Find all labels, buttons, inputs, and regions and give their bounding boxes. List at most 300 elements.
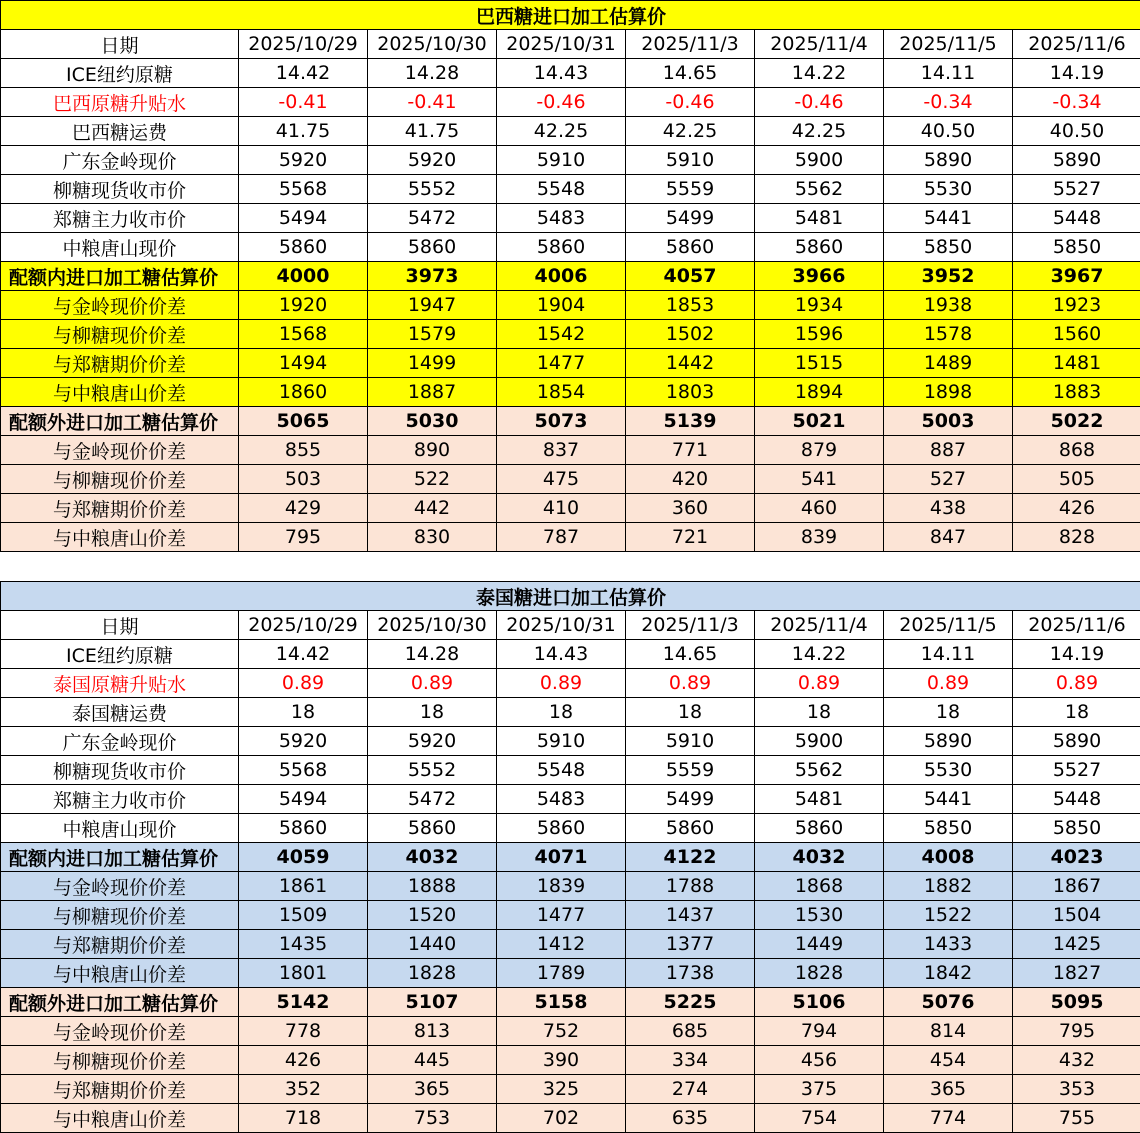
- row-label: 广东金岭现价: [1, 146, 239, 175]
- table-cell: 5890: [1013, 727, 1140, 756]
- table-cell: 5499: [626, 204, 755, 233]
- table-cell: 1887: [368, 378, 497, 407]
- table-cell: 360: [626, 494, 755, 523]
- table-cell: 1433: [884, 930, 1013, 959]
- table-cell: 721: [626, 523, 755, 552]
- row-label: 与郑糖期价价差: [1, 1075, 239, 1104]
- row-label: 与金岭现价价差: [1, 436, 239, 465]
- table-row: [1, 175, 1140, 204]
- table-cell: 456: [755, 1046, 884, 1075]
- date-header: 日期: [1, 611, 239, 640]
- table-cell: 3952: [884, 262, 1013, 291]
- table-cell: 352: [239, 1075, 368, 1104]
- table-cell: 1842: [884, 959, 1013, 988]
- table-cell: 14.43: [497, 640, 626, 669]
- table-cell: 0.89: [755, 669, 884, 698]
- table-cell: 426: [1013, 494, 1140, 523]
- table-cell: 771: [626, 436, 755, 465]
- table-cell: 795: [1013, 1017, 1140, 1046]
- table-cell: 5910: [626, 727, 755, 756]
- table-title-row: [1, 1, 1140, 30]
- table-cell: 1920: [239, 291, 368, 320]
- table-cell: 5920: [239, 727, 368, 756]
- table-row: [1, 988, 1140, 1017]
- date-column-header: 2025/11/4: [755, 30, 884, 59]
- table-cell: 1530: [755, 901, 884, 930]
- date-header: 日期: [1, 30, 239, 59]
- table-cell: 4122: [626, 843, 755, 872]
- table-cell: 1449: [755, 930, 884, 959]
- table-row: [1, 698, 1140, 727]
- table-cell: 5076: [884, 988, 1013, 1017]
- table-cell: 794: [755, 1017, 884, 1046]
- table-cell: 5860: [497, 814, 626, 843]
- table-cell: -0.46: [755, 88, 884, 117]
- table-cell: 1938: [884, 291, 1013, 320]
- table-row: [1, 930, 1140, 959]
- table-cell: 14.42: [239, 59, 368, 88]
- table-cell: 5890: [1013, 146, 1140, 175]
- table-cell: 14.28: [368, 640, 497, 669]
- row-label: 配额外进口加工糖估算价: [1, 407, 239, 436]
- table-cell: 5472: [368, 785, 497, 814]
- table-cell: 334: [626, 1046, 755, 1075]
- table-cell: 5158: [497, 988, 626, 1017]
- table-cell: 14.28: [368, 59, 497, 88]
- table-cell: 5920: [239, 146, 368, 175]
- date-column-header: 2025/11/6: [1013, 30, 1140, 59]
- table-cell: 1560: [1013, 320, 1140, 349]
- date-column-header: 2025/10/29: [239, 611, 368, 640]
- table-cell: 755: [1013, 1104, 1140, 1133]
- table-cell: 1522: [884, 901, 1013, 930]
- table-cell: 5481: [755, 204, 884, 233]
- table-cell: 5860: [755, 233, 884, 262]
- row-label: 配额内进口加工糖估算价: [1, 262, 239, 291]
- table-cell: 14.42: [239, 640, 368, 669]
- table-cell: -0.34: [884, 88, 1013, 117]
- row-label: 与郑糖期价价差: [1, 930, 239, 959]
- table-cell: 5890: [884, 146, 1013, 175]
- table-cell: 1923: [1013, 291, 1140, 320]
- table-cell: -0.46: [626, 88, 755, 117]
- table-cell: 887: [884, 436, 1013, 465]
- table-cell: 5022: [1013, 407, 1140, 436]
- table-row: [1, 1017, 1140, 1046]
- table-cell: 505: [1013, 465, 1140, 494]
- table-row: [1, 291, 1140, 320]
- table-cell: 1579: [368, 320, 497, 349]
- table-cell: 454: [884, 1046, 1013, 1075]
- table-title-row: [1, 582, 1140, 611]
- table-cell: 325: [497, 1075, 626, 1104]
- row-label: 泰国原糖升贴水: [1, 669, 239, 698]
- table-cell: 5860: [497, 233, 626, 262]
- table-cell: 635: [626, 1104, 755, 1133]
- table-cell: 5562: [755, 175, 884, 204]
- table-cell: 375: [755, 1075, 884, 1104]
- table-cell: 14.22: [755, 640, 884, 669]
- table-cell: 18: [239, 698, 368, 727]
- table-cell: 1894: [755, 378, 884, 407]
- table-cell: 1477: [497, 349, 626, 378]
- date-column-header: 2025/10/31: [497, 611, 626, 640]
- table-cell: 1435: [239, 930, 368, 959]
- date-column-header: 2025/10/31: [497, 30, 626, 59]
- table-title: 巴西糖进口加工估算价: [1, 1, 1140, 30]
- table-cell: 5860: [368, 233, 497, 262]
- date-column-header: 2025/10/30: [368, 30, 497, 59]
- table-cell: 1828: [755, 959, 884, 988]
- table-cell: 5448: [1013, 204, 1140, 233]
- table-cell: 475: [497, 465, 626, 494]
- table-row: [1, 727, 1140, 756]
- table-row: [1, 378, 1140, 407]
- table-cell: 1477: [497, 901, 626, 930]
- table-row: [1, 88, 1140, 117]
- table-cell: 5910: [497, 727, 626, 756]
- table-cell: 1803: [626, 378, 755, 407]
- table-cell: 5548: [497, 756, 626, 785]
- table-cell: 1789: [497, 959, 626, 988]
- table-row: [1, 785, 1140, 814]
- table-row: [1, 494, 1140, 523]
- date-column-header: 2025/11/4: [755, 611, 884, 640]
- table-cell: 5073: [497, 407, 626, 436]
- table-row: [1, 117, 1140, 146]
- table-spacer: [0, 552, 1140, 581]
- date-column-header: 2025/11/3: [626, 30, 755, 59]
- brazil-sugar-table: [0, 0, 1140, 552]
- table-cell: 4006: [497, 262, 626, 291]
- table-cell: 432: [1013, 1046, 1140, 1075]
- table-cell: 1494: [239, 349, 368, 378]
- row-label: 泰国糖运费: [1, 698, 239, 727]
- table-row: [1, 59, 1140, 88]
- row-label: 郑糖主力收市价: [1, 204, 239, 233]
- table-cell: 390: [497, 1046, 626, 1075]
- row-label: 与郑糖期价价差: [1, 494, 239, 523]
- row-label: 与金岭现价价差: [1, 1017, 239, 1046]
- table-cell: 1437: [626, 901, 755, 930]
- table-cell: 41.75: [239, 117, 368, 146]
- table-cell: 774: [884, 1104, 1013, 1133]
- table-cell: 5527: [1013, 756, 1140, 785]
- table-cell: 5139: [626, 407, 755, 436]
- table-cell: 5559: [626, 175, 755, 204]
- table-cell: 1904: [497, 291, 626, 320]
- table-cell: 1515: [755, 349, 884, 378]
- table-cell: 14.65: [626, 59, 755, 88]
- table-row: [1, 523, 1140, 552]
- table-cell: 0.89: [1013, 669, 1140, 698]
- table-cell: 1425: [1013, 930, 1140, 959]
- row-label: 巴西糖运费: [1, 117, 239, 146]
- row-label: 配额外进口加工糖估算价: [1, 988, 239, 1017]
- row-label: 广东金岭现价: [1, 727, 239, 756]
- table-cell: 4000: [239, 262, 368, 291]
- table-cell: 787: [497, 523, 626, 552]
- table-cell: 0.89: [239, 669, 368, 698]
- table-cell: 754: [755, 1104, 884, 1133]
- table-cell: 3973: [368, 262, 497, 291]
- table-cell: 18: [1013, 698, 1140, 727]
- row-label: 与金岭现价价差: [1, 291, 239, 320]
- table-cell: 3966: [755, 262, 884, 291]
- table-cell: 5225: [626, 988, 755, 1017]
- table-cell: 42.25: [497, 117, 626, 146]
- row-label: 与柳糖现价价差: [1, 320, 239, 349]
- table-row: [1, 959, 1140, 988]
- table-cell: 5860: [239, 814, 368, 843]
- table-cell: 5568: [239, 175, 368, 204]
- table-cell: 718: [239, 1104, 368, 1133]
- table-cell: 837: [497, 436, 626, 465]
- table-cell: 1788: [626, 872, 755, 901]
- table-cell: 1504: [1013, 901, 1140, 930]
- table-cell: 5527: [1013, 175, 1140, 204]
- table-cell: 527: [884, 465, 1013, 494]
- table-cell: 365: [368, 1075, 497, 1104]
- table-cell: 0.89: [884, 669, 1013, 698]
- table-cell: 1499: [368, 349, 497, 378]
- table-cell: 1898: [884, 378, 1013, 407]
- table-row: [1, 349, 1140, 378]
- table-cell: 1801: [239, 959, 368, 988]
- table-cell: 5860: [626, 233, 755, 262]
- table-cell: 5850: [884, 814, 1013, 843]
- table-cell: 438: [884, 494, 1013, 523]
- table-cell: 1934: [755, 291, 884, 320]
- table-cell: 1828: [368, 959, 497, 988]
- table-row: [1, 901, 1140, 930]
- table-cell: 855: [239, 436, 368, 465]
- table-cell: 879: [755, 436, 884, 465]
- table-cell: 1854: [497, 378, 626, 407]
- table-cell: 830: [368, 523, 497, 552]
- table-cell: 5552: [368, 175, 497, 204]
- table-cell: 753: [368, 1104, 497, 1133]
- table-cell: 0.89: [497, 669, 626, 698]
- table-cell: 1489: [884, 349, 1013, 378]
- table-cell: 5910: [497, 146, 626, 175]
- table-cell: 1888: [368, 872, 497, 901]
- table-cell: 5021: [755, 407, 884, 436]
- table-cell: 1882: [884, 872, 1013, 901]
- table-cell: 5900: [755, 146, 884, 175]
- table-cell: 1377: [626, 930, 755, 959]
- table-cell: 14.65: [626, 640, 755, 669]
- table-cell: 5552: [368, 756, 497, 785]
- table-cell: 18: [626, 698, 755, 727]
- table-cell: 5030: [368, 407, 497, 436]
- table-cell: 778: [239, 1017, 368, 1046]
- table-row: [1, 1046, 1140, 1075]
- table-row: [1, 146, 1140, 175]
- table-cell: 5860: [239, 233, 368, 262]
- thailand-sugar-table: [0, 581, 1140, 1133]
- table-cell: 5448: [1013, 785, 1140, 814]
- table-cell: 18: [884, 698, 1013, 727]
- table-cell: 1502: [626, 320, 755, 349]
- table-row: [1, 204, 1140, 233]
- row-label: 与柳糖现价价差: [1, 901, 239, 930]
- table-cell: 5107: [368, 988, 497, 1017]
- table-cell: 442: [368, 494, 497, 523]
- row-label: 配额内进口加工糖估算价: [1, 843, 239, 872]
- table-cell: 847: [884, 523, 1013, 552]
- table-cell: 14.43: [497, 59, 626, 88]
- table-cell: 5106: [755, 988, 884, 1017]
- table-cell: 1883: [1013, 378, 1140, 407]
- row-label: 中粮唐山现价: [1, 233, 239, 262]
- table-cell: 5494: [239, 785, 368, 814]
- table-title: 泰国糖进口加工估算价: [1, 582, 1140, 611]
- table-cell: 14.11: [884, 59, 1013, 88]
- date-column-header: 2025/10/29: [239, 30, 368, 59]
- row-label: 中粮唐山现价: [1, 814, 239, 843]
- table-cell: 795: [239, 523, 368, 552]
- table-row: [1, 843, 1140, 872]
- table-cell: 274: [626, 1075, 755, 1104]
- table-cell: 828: [1013, 523, 1140, 552]
- table-cell: 4008: [884, 843, 1013, 872]
- table-cell: 814: [884, 1017, 1013, 1046]
- table-cell: 5920: [368, 146, 497, 175]
- table-cell: 5850: [884, 233, 1013, 262]
- table-cell: 5850: [1013, 814, 1140, 843]
- table-row: [1, 233, 1140, 262]
- table-cell: 42.25: [755, 117, 884, 146]
- table-cell: -0.41: [368, 88, 497, 117]
- table-cell: 18: [368, 698, 497, 727]
- table-cell: 5441: [884, 204, 1013, 233]
- table-cell: 5850: [1013, 233, 1140, 262]
- table-cell: 5548: [497, 175, 626, 204]
- table-cell: 4023: [1013, 843, 1140, 872]
- table-cell: 5483: [497, 204, 626, 233]
- table-cell: 1412: [497, 930, 626, 959]
- date-column-header: 2025/10/30: [368, 611, 497, 640]
- table-row: [1, 262, 1140, 291]
- table-cell: 5860: [368, 814, 497, 843]
- table-cell: 5530: [884, 175, 1013, 204]
- date-column-header: 2025/11/5: [884, 611, 1013, 640]
- table-cell: 5562: [755, 756, 884, 785]
- table-cell: 1861: [239, 872, 368, 901]
- table-cell: 1481: [1013, 349, 1140, 378]
- table-cell: 365: [884, 1075, 1013, 1104]
- table-cell: -0.34: [1013, 88, 1140, 117]
- date-column-header: 2025/11/3: [626, 611, 755, 640]
- table-cell: 4071: [497, 843, 626, 872]
- table-cell: 839: [755, 523, 884, 552]
- row-label: ICE纽约原糖: [1, 640, 239, 669]
- table-cell: 420: [626, 465, 755, 494]
- table-row: [1, 640, 1140, 669]
- table-row: [1, 465, 1140, 494]
- table-cell: 5559: [626, 756, 755, 785]
- table-cell: 14.11: [884, 640, 1013, 669]
- table-cell: 1853: [626, 291, 755, 320]
- table-cell: 1542: [497, 320, 626, 349]
- table-cell: 1509: [239, 901, 368, 930]
- date-column-header: 2025/11/6: [1013, 611, 1140, 640]
- row-label: 与柳糖现价价差: [1, 1046, 239, 1075]
- table-cell: 522: [368, 465, 497, 494]
- table-cell: 5494: [239, 204, 368, 233]
- table-cell: 702: [497, 1104, 626, 1133]
- table-cell: 5483: [497, 785, 626, 814]
- table-cell: 5860: [755, 814, 884, 843]
- table-cell: 5900: [755, 727, 884, 756]
- row-label: 郑糖主力收市价: [1, 785, 239, 814]
- table-cell: 41.75: [368, 117, 497, 146]
- table-cell: 1860: [239, 378, 368, 407]
- table-cell: 1738: [626, 959, 755, 988]
- table-cell: 5441: [884, 785, 1013, 814]
- row-label: ICE纽约原糖: [1, 59, 239, 88]
- table-cell: 5472: [368, 204, 497, 233]
- table-cell: 890: [368, 436, 497, 465]
- row-label: 与柳糖现价价差: [1, 465, 239, 494]
- table-cell: 503: [239, 465, 368, 494]
- table-cell: 5003: [884, 407, 1013, 436]
- table-cell: 5530: [884, 756, 1013, 785]
- table-cell: 4059: [239, 843, 368, 872]
- table-cell: 426: [239, 1046, 368, 1075]
- table-cell: 1947: [368, 291, 497, 320]
- row-label: 与中粮唐山价差: [1, 523, 239, 552]
- table-cell: 868: [1013, 436, 1140, 465]
- row-label: 与郑糖期价价差: [1, 349, 239, 378]
- table-cell: 445: [368, 1046, 497, 1075]
- table-cell: 40.50: [884, 117, 1013, 146]
- table-row: [1, 814, 1140, 843]
- row-label: 巴西原糖升贴水: [1, 88, 239, 117]
- header-row: [1, 30, 1140, 59]
- table-cell: 14.19: [1013, 640, 1140, 669]
- date-column-header: 2025/11/5: [884, 30, 1013, 59]
- table-row: [1, 669, 1140, 698]
- table-cell: 3967: [1013, 262, 1140, 291]
- table-row: [1, 872, 1140, 901]
- table-cell: 429: [239, 494, 368, 523]
- table-cell: -0.41: [239, 88, 368, 117]
- row-label: 柳糖现货收市价: [1, 756, 239, 785]
- table-row: [1, 1075, 1140, 1104]
- table-cell: 541: [755, 465, 884, 494]
- table-cell: 1839: [497, 872, 626, 901]
- table-cell: 5065: [239, 407, 368, 436]
- table-cell: 813: [368, 1017, 497, 1046]
- table-cell: 685: [626, 1017, 755, 1046]
- table-cell: 5890: [884, 727, 1013, 756]
- table-cell: 5860: [626, 814, 755, 843]
- table-cell: 1868: [755, 872, 884, 901]
- table-cell: 4057: [626, 262, 755, 291]
- table-cell: 1568: [239, 320, 368, 349]
- table-cell: 1827: [1013, 959, 1140, 988]
- table-cell: 1520: [368, 901, 497, 930]
- table-cell: 14.19: [1013, 59, 1140, 88]
- table-cell: 1442: [626, 349, 755, 378]
- table-cell: 4032: [755, 843, 884, 872]
- table-cell: 40.50: [1013, 117, 1140, 146]
- table-cell: 5920: [368, 727, 497, 756]
- row-label: 与金岭现价价差: [1, 872, 239, 901]
- table-cell: 1596: [755, 320, 884, 349]
